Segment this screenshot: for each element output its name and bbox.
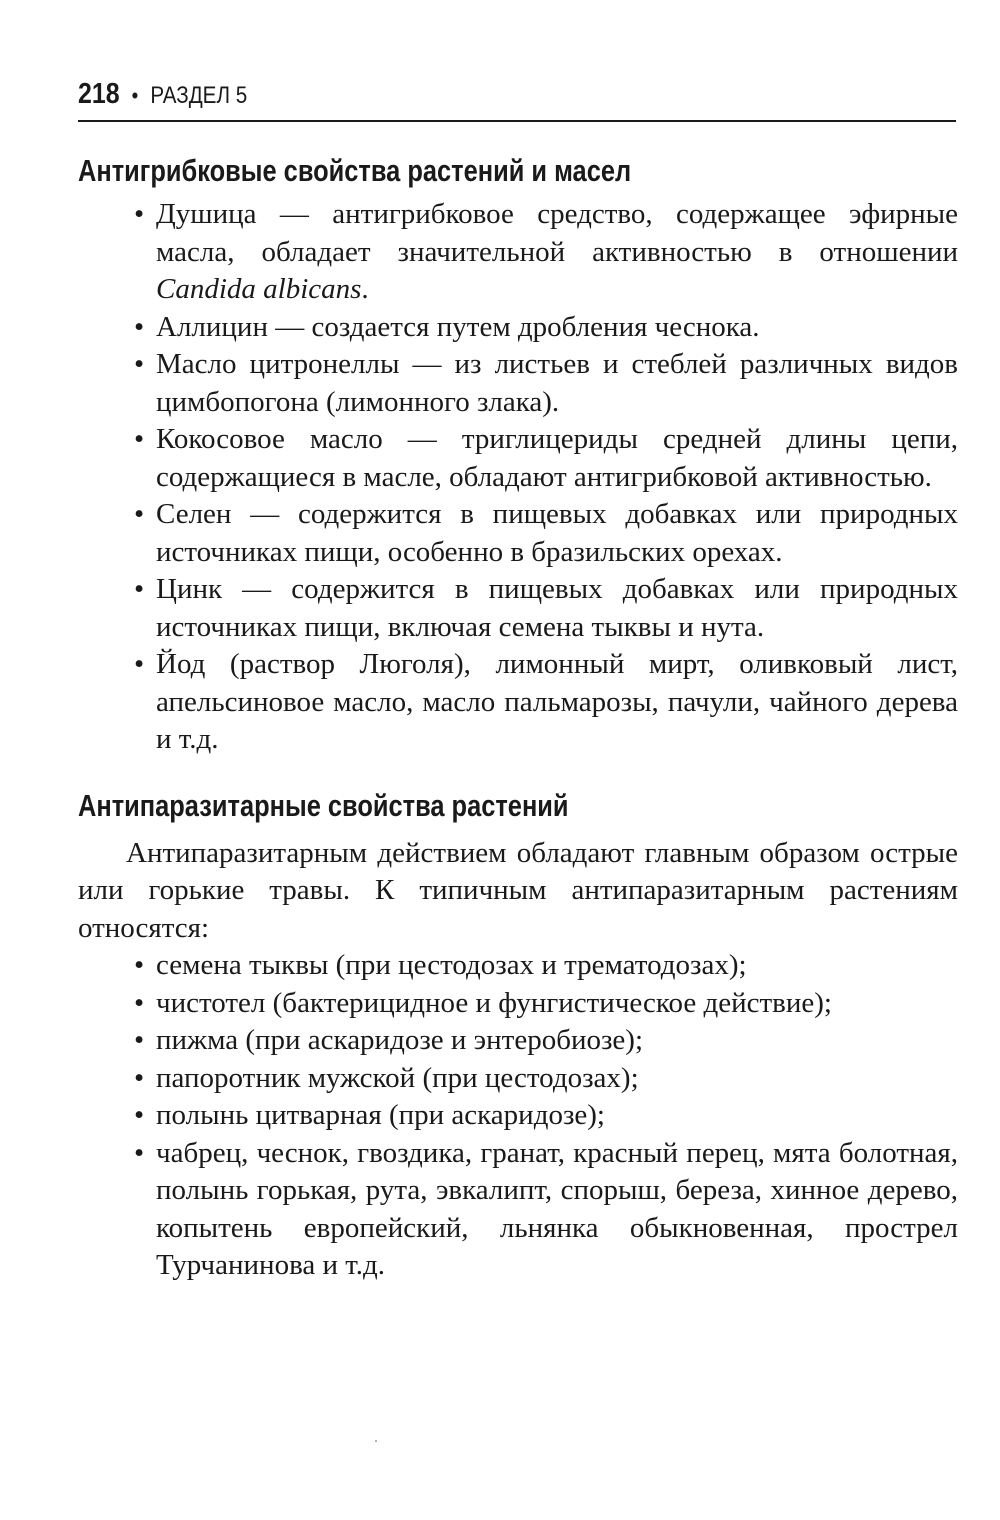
bullet-separator: •	[131, 83, 139, 108]
antiparasitic-heading: Антипаразитарные свойства растений	[78, 787, 569, 823]
list-item: • Йод (раствор Люголя), лимонный мирт, оливковый лист, апельсиновое масло, масло пальмарозы, пачули, чайного дерева и т.д.	[156, 646, 958, 759]
antifungal-heading: Антигрибковые свойства растений и масел	[78, 153, 632, 188]
section-label: РАЗДЕЛ 5	[150, 82, 248, 109]
list-item: • чистотел (бактерицидное и фунгистическое действие);	[156, 985, 958, 1023]
italic-term: Candida albicans	[156, 273, 362, 305]
list-item: • Аллицин — создается путем дробления чеснока.	[156, 309, 958, 347]
print-speck	[375, 1440, 377, 1442]
list-item: • чабрец, чеснок, гвоздика, гранат, красный перец, мята болотная, полынь горькая, рута, эвкалипт, спорыш, береза, хинное дерево, копытень европейский, льнянка обыкновенная, прострел Турчанинова и т.д.	[156, 1135, 958, 1285]
intro-paragraph: Антипаразитарным действием обладают главным образом острые или горькие травы. К типичным антипаразитарным растениям относятся:	[78, 836, 958, 944]
list-item	[156, 196, 958, 309]
running-head	[78, 78, 835, 118]
book-page	[78, 78, 958, 1285]
list-item: • Цинк — содержится в пищевых добавках или природных источниках пищи, включая семена тыквы и нута.	[156, 571, 958, 646]
list-item: • папоротник мужской (при цестодозах);	[156, 1060, 958, 1098]
list-item: • Масло цитронеллы — из листьев и стеблей различных видов цимбопогона (лимонного злака).	[156, 346, 958, 421]
list-item: • полынь цитварная (при аскаридозе);	[156, 1097, 958, 1135]
antifungal-list	[78, 196, 958, 759]
item-text: .	[361, 273, 369, 305]
list-item: • Селен — содержится в пищевых добавках или природных источниках пищи, особенно в бразильских орехах.	[156, 496, 958, 571]
list-item: • Кокосовое масло — триглицериды средней длины цепи, содержащиеся в масле, обладают антигрибковой активностью.	[156, 421, 958, 496]
header-rule	[78, 120, 956, 122]
list-item: • семена тыквы (при цестодозах и трематодозах);	[156, 947, 958, 985]
item-text: Душица — антигрибковое средство, содержащее эфирные масла, обладает значительной активностью в отношении	[156, 198, 958, 268]
page-number: 218	[78, 78, 120, 110]
antiparasitic-list	[78, 947, 958, 1285]
list-item: • пижма (при аскаридозе и энтеробиозе);	[156, 1022, 958, 1060]
